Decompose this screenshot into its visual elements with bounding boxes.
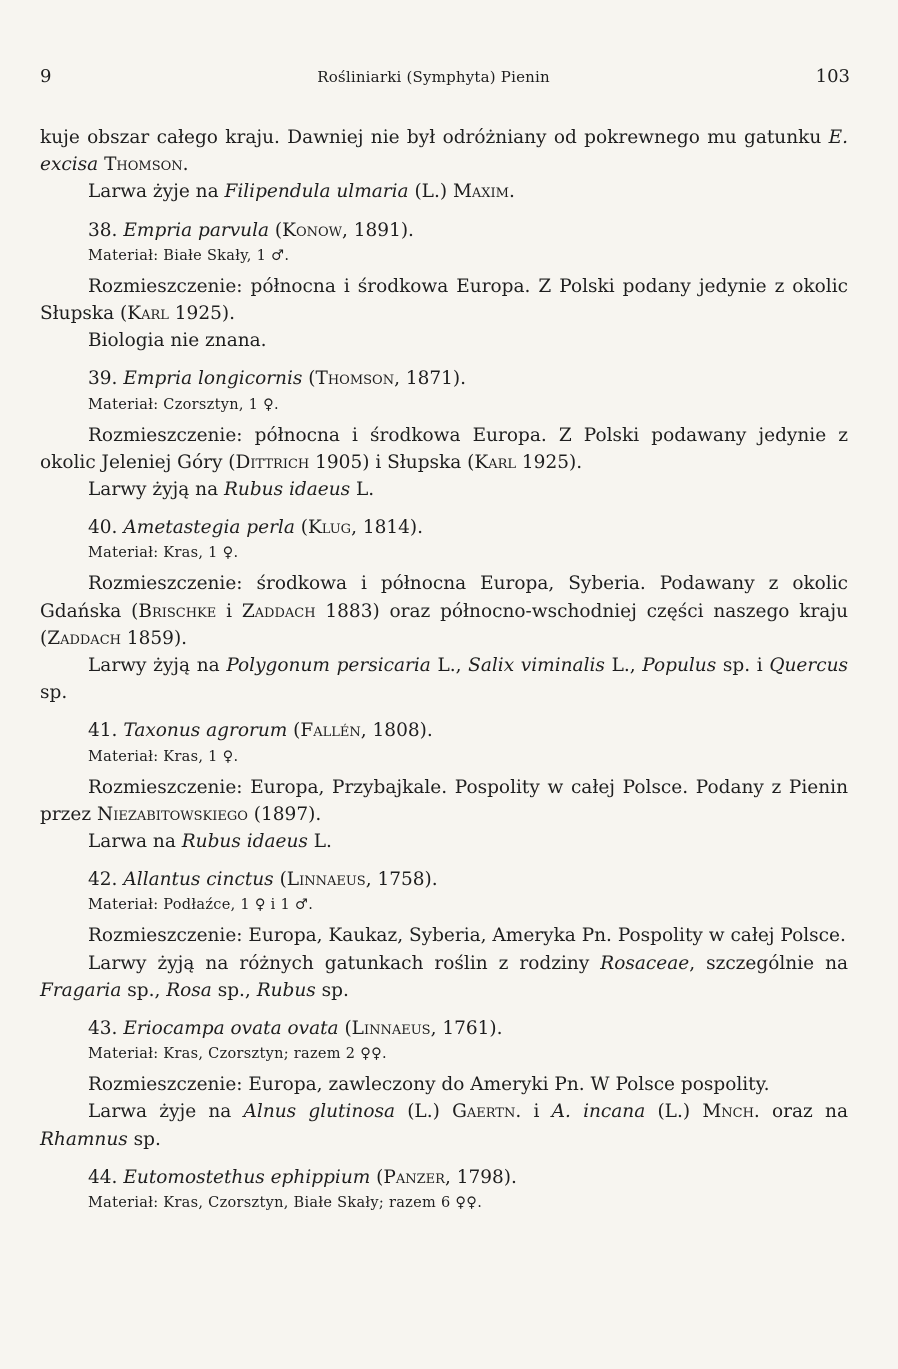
- species-name: Quercus: [769, 655, 848, 677]
- author-name: Linnaeus: [286, 869, 366, 891]
- text-run: , 1808).: [360, 720, 433, 742]
- text-run: .: [509, 181, 515, 203]
- author-name: Mnch: [702, 1101, 754, 1123]
- text-run: Rozmieszczenie: północna i środkowa Europa. Z Polski podawany jedynie z okolic Jeleniej Góry (: [40, 424, 848, 473]
- species-entry-heading: [40, 217, 848, 244]
- text-run: sp.,: [121, 979, 167, 1001]
- paragraph: [40, 1098, 848, 1152]
- text-run: sp. i: [716, 655, 770, 677]
- species-name: Rubus: [256, 979, 316, 1001]
- species-name: Rosaceae: [600, 952, 690, 974]
- author-name: Karl: [474, 451, 517, 473]
- author-name: Thomson: [104, 154, 183, 176]
- paragraph: [40, 570, 848, 652]
- species-entry-heading: [40, 866, 848, 893]
- species-name: Eutomostethus ephippium: [123, 1166, 371, 1188]
- text-run: 1905) i Słupska (: [309, 451, 475, 473]
- paragraph: [40, 1071, 848, 1098]
- text-run: Rozmieszczenie: Europa, Kaukaz, Syberia, Ameryka Pn. Pospolity w całej Polsce.: [88, 925, 846, 947]
- species-name: Empria longicornis: [123, 368, 303, 390]
- entry-number: 43.: [88, 1018, 118, 1040]
- species-name: Eriocampa ovata ovata: [123, 1018, 339, 1040]
- species-name: Populus: [642, 655, 717, 677]
- species-name: Rhamnus: [40, 1128, 128, 1150]
- text-run: Rozmieszczenie: środkowa i północna Europa, Syberia. Podawany z okolic Gdańska (: [40, 573, 848, 622]
- page-body: [40, 124, 848, 1220]
- page-number-right: 103: [815, 66, 850, 87]
- text-run: . i: [515, 1101, 552, 1123]
- entry-number: 39.: [88, 368, 118, 390]
- text-run: 1925).: [516, 451, 583, 473]
- page-number-left: 9: [40, 66, 52, 87]
- author-name: Zaddach: [47, 627, 121, 649]
- paragraph: [40, 327, 848, 354]
- text-run: sp.: [127, 1128, 161, 1150]
- author-name: Konow: [282, 219, 342, 241]
- species-name: Empria parvula: [123, 219, 270, 241]
- text-run: (: [370, 1166, 384, 1188]
- text-run: , 1891).: [342, 219, 414, 241]
- paragraph: [40, 922, 848, 949]
- text-run: , 1814).: [351, 517, 424, 539]
- author-name: Dittrich: [235, 451, 310, 473]
- text-run: Larwy żyją na: [88, 479, 224, 501]
- author-name: Thomson: [315, 368, 395, 390]
- paragraph: [40, 950, 848, 1004]
- species-name: Fragaria: [40, 979, 122, 1001]
- text-run: (: [273, 869, 287, 891]
- author-name: Gaertn: [452, 1101, 516, 1123]
- entry-number: 44.: [88, 1166, 118, 1188]
- species-name: E. excisa: [40, 127, 848, 176]
- text-run: , 1758).: [365, 869, 438, 891]
- text-run: L.,: [604, 655, 643, 677]
- text-run: Larwa żyje na: [88, 181, 225, 203]
- author-name: Maxim: [452, 181, 509, 203]
- species-name: Rubus idaeus: [181, 831, 308, 853]
- material-line: Materiał: Białe Skały, 1 ♂.: [88, 247, 290, 264]
- text-run: , 1761).: [430, 1018, 503, 1040]
- entry-number: 41.: [88, 720, 118, 742]
- species-entry-heading: [40, 1015, 848, 1042]
- species-name: Taxonus agrorum: [123, 720, 288, 742]
- text-run: .: [182, 154, 189, 176]
- text-run: . oraz na: [753, 1101, 848, 1123]
- material-line: Materiał: Kras, 1 ♀.: [88, 545, 239, 562]
- species-entry-heading: [40, 365, 848, 392]
- text-run: sp.: [40, 682, 68, 704]
- text-run: kuje obszar całego kraju. Dawniej nie był odróżniany od pokrewnego mu gatunku: [40, 127, 829, 148]
- text-run: L.,: [430, 655, 469, 677]
- species-name: Alnus glutinosa: [243, 1101, 395, 1123]
- author-name: Panzer: [383, 1166, 445, 1188]
- species-name: Rubus idaeus: [224, 479, 351, 501]
- text-run: sp.: [315, 979, 349, 1001]
- text-run: (L.): [408, 181, 453, 203]
- species-name: Rosa: [166, 979, 212, 1001]
- text-run: Larwa na: [88, 831, 182, 853]
- running-title: Rośliniarki (Symphyta) Pienin: [317, 68, 550, 86]
- text-run: 1883) oraz północno-wschodniej części naszego kraju (: [40, 600, 848, 649]
- text-run: L.: [350, 479, 375, 501]
- text-run: , szczególnie na: [689, 952, 849, 974]
- author-name: Zaddach: [241, 600, 316, 622]
- author-name: Linnaeus: [351, 1018, 431, 1040]
- species-name: Filipendula ulmaria: [224, 181, 409, 203]
- text-run: i: [216, 600, 242, 622]
- text-run: (: [338, 1018, 352, 1040]
- text-run: 1859).: [120, 627, 188, 649]
- text-run: 1925).: [168, 303, 235, 325]
- material-line: Materiał: Kras, 1 ♀.: [88, 748, 239, 765]
- text-run: (: [302, 368, 316, 390]
- text-run: (: [294, 517, 308, 539]
- paragraph: [40, 828, 848, 855]
- text-run: (L.): [394, 1101, 453, 1123]
- paragraph: [40, 476, 848, 503]
- text-run: , 1798).: [444, 1166, 517, 1188]
- material-line: Materiał: Kras, Czorsztyn, Białe Skały; razem 6 ♀♀.: [88, 1195, 483, 1212]
- text-run: Rozmieszczenie: Europa, zawleczony do Ameryki Pn. W Polsce pospolity.: [88, 1074, 770, 1096]
- entry-number: 42.: [88, 869, 118, 891]
- species-name: Ametastegia perla: [123, 517, 295, 539]
- author-name: Brischke: [138, 600, 217, 622]
- species-entry-heading: [40, 514, 848, 541]
- text-run: sp.,: [211, 979, 257, 1001]
- material-line: Materiał: Kras, Czorsztyn; razem 2 ♀♀.: [88, 1046, 387, 1063]
- species-name: Allantus cinctus: [123, 869, 274, 891]
- author-name: Fallén: [300, 720, 361, 742]
- text-run: Larwy żyją na: [88, 655, 227, 677]
- author-name: Niezabitowskiego: [97, 803, 248, 825]
- author-name: Klug: [307, 517, 352, 539]
- paragraph: [40, 652, 848, 706]
- text-run: (1897).: [247, 803, 322, 825]
- paragraph: [40, 774, 848, 828]
- species-entry-heading: [40, 717, 848, 744]
- species-name: A. incana: [551, 1101, 646, 1123]
- running-header: [40, 66, 850, 87]
- species-entry-heading: [40, 1164, 848, 1191]
- paragraph: [40, 124, 848, 178]
- author-name: Karl: [127, 303, 169, 325]
- text-run: , 1871).: [394, 368, 467, 390]
- material-line: Materiał: Podłaźce, 1 ♀ i 1 ♂.: [88, 897, 314, 914]
- text-run: Rozmieszczenie: Europa, Przybajkale. Pospolity w całej Polsce. Podany z Pienin przez: [40, 776, 848, 825]
- paragraph: [40, 422, 848, 476]
- paragraph: [40, 178, 848, 205]
- entry-number: 40.: [88, 517, 118, 539]
- material-line: Materiał: Czorsztyn, 1 ♀.: [88, 396, 279, 413]
- species-name: Salix viminalis: [468, 655, 605, 677]
- text-run: Larwy żyją na różnych gatunkach roślin z rodziny: [88, 952, 601, 974]
- text-run: Larwa żyje na: [88, 1101, 244, 1123]
- species-name: Polygonum persicaria: [226, 655, 431, 677]
- text-run: (: [287, 720, 301, 742]
- text-run: (: [269, 219, 283, 241]
- text-run: L.: [307, 831, 332, 853]
- text-run: Rozmieszczenie: północna i środkowa Europa. Z Polski podany jedynie z okolic Słupska (: [40, 275, 848, 325]
- text-run: (L.): [645, 1101, 703, 1123]
- paragraph: [40, 273, 848, 327]
- text-run: Biologia nie znana.: [88, 330, 267, 352]
- entry-number: 38.: [88, 219, 118, 241]
